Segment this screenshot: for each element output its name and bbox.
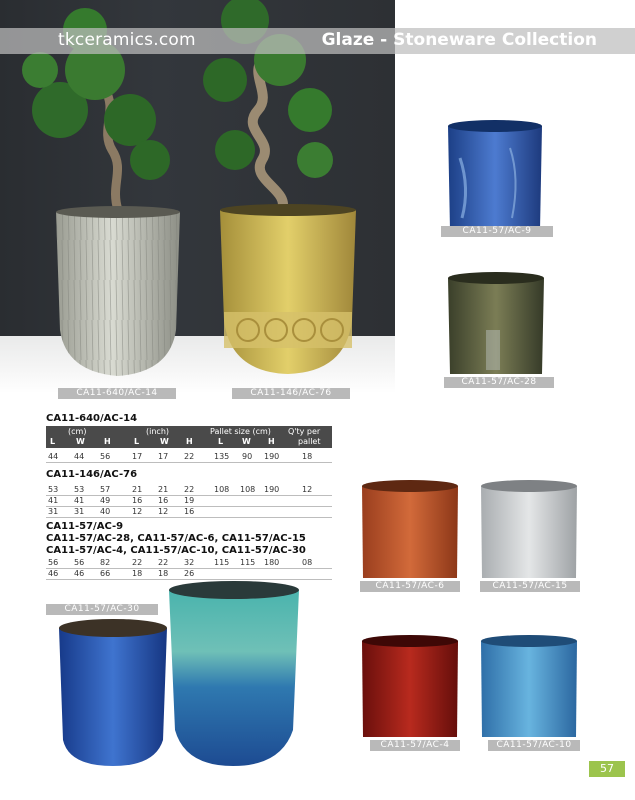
caption-ac4: CA11-57/AC-4 — [370, 740, 460, 751]
table-cell: 26 — [184, 569, 195, 578]
table-cell: 16 — [132, 496, 143, 505]
table-cell: 66 — [100, 569, 111, 578]
caption-ac10: CA11-57/AC-10 — [488, 740, 580, 751]
photo-ac4 — [360, 633, 460, 737]
table-cell: 56 — [74, 558, 85, 567]
table-cell: 57 — [100, 485, 111, 494]
table-row — [46, 496, 332, 507]
table-cell: 21 — [132, 485, 143, 494]
col-l-pallet: L — [218, 437, 224, 446]
photo-ac30-pair — [55, 580, 305, 770]
table-cell: 12 — [302, 485, 313, 494]
table-row — [46, 507, 332, 518]
table-cell: 41 — [74, 496, 85, 505]
table-cell: 180 — [264, 558, 280, 567]
table-cell: 56 — [100, 452, 111, 461]
table-cell: 135 — [214, 452, 230, 461]
col-l-cm: L — [50, 437, 56, 446]
col-qty: pallet — [298, 437, 321, 446]
table-cell: 90 — [242, 452, 253, 461]
collection-title: Glaze - Stoneware Collection — [321, 30, 597, 50]
caption-ac76: CA11-146/AC-76 — [232, 388, 350, 399]
product-title-ac9-group: CA11-57/AC-9 — [46, 521, 124, 532]
table-cell: 16 — [184, 507, 195, 516]
caption-ac28: CA11-57/AC-28 — [444, 377, 554, 388]
col-w-inch: W — [160, 437, 169, 446]
table-cell: 44 — [74, 452, 85, 461]
col-h-pallet: H — [268, 437, 275, 446]
page-number: 57 — [589, 761, 625, 777]
pot-ac76 — [220, 204, 356, 374]
table-cell: 46 — [48, 569, 59, 578]
table-cell: 53 — [48, 485, 59, 494]
product-title-ac4-group: CA11-57/AC-4, CA11-57/AC-10, CA11-57/AC-30 — [46, 545, 306, 556]
table-cell: 22 — [184, 485, 195, 494]
table-cell: 17 — [132, 452, 143, 461]
photo-ac10 — [479, 633, 579, 737]
caption-ac6: CA11-57/AC-6 — [360, 581, 460, 592]
group-cm: (cm) — [68, 427, 87, 436]
group-pallet: Pallet size (cm) — [210, 427, 271, 436]
table-cell: 21 — [158, 485, 169, 494]
table-row — [46, 452, 332, 463]
table-cell: 19 — [184, 496, 195, 505]
table-cell: 32 — [184, 558, 195, 567]
product-title-ac14: CA11-640/AC-14 — [46, 413, 138, 424]
photo-ac9 — [440, 118, 550, 230]
table-cell: 115 — [240, 558, 256, 567]
table-cell: 22 — [132, 558, 143, 567]
col-h-inch: H — [186, 437, 193, 446]
group-inch: (inch) — [146, 427, 170, 436]
table-row — [46, 569, 332, 580]
table-cell: 108 — [214, 485, 230, 494]
table-cell: 22 — [184, 452, 195, 461]
table-cell: 12 — [158, 507, 169, 516]
col-w-cm: W — [76, 437, 85, 446]
table-cell: 49 — [100, 496, 111, 505]
table-cell: 31 — [48, 507, 59, 516]
table-row — [46, 558, 332, 569]
pot-ac14 — [56, 206, 180, 376]
table-cell: 44 — [48, 452, 59, 461]
col-l-inch: L — [134, 437, 140, 446]
photo-ac15 — [479, 478, 579, 578]
table-cell: 46 — [74, 569, 85, 578]
table-cell: 16 — [158, 496, 169, 505]
table-cell: 12 — [132, 507, 143, 516]
table-cell: 115 — [214, 558, 230, 567]
product-title-ac76: CA11-146/AC-76 — [46, 469, 138, 480]
table-cell: 18 — [302, 452, 313, 461]
table-cell: 08 — [302, 558, 313, 567]
spec-table-header — [46, 426, 332, 448]
caption-ac15: CA11-57/AC-15 — [480, 581, 580, 592]
site-name[interactable]: tkceramics.com — [58, 30, 196, 50]
hero-photo — [0, 0, 395, 393]
table-cell: 190 — [264, 452, 280, 461]
photo-ac6 — [360, 478, 460, 578]
table-cell: 82 — [100, 558, 111, 567]
table-cell: 18 — [132, 569, 143, 578]
table-cell: 40 — [100, 507, 111, 516]
table-cell: 17 — [158, 452, 169, 461]
product-title-ac28-group: CA11-57/AC-28, CA11-57/AC-6, CA11-57/AC-15 — [46, 533, 306, 544]
caption-ac30: CA11-57/AC-30 — [46, 604, 158, 615]
col-h-cm: H — [104, 437, 111, 446]
group-qty: Q'ty per — [288, 427, 321, 436]
table-cell: 108 — [240, 485, 256, 494]
col-w-pallet: W — [242, 437, 251, 446]
table-cell: 190 — [264, 485, 280, 494]
table-cell: 53 — [74, 485, 85, 494]
caption-ac14: CA11-640/AC-14 — [58, 388, 176, 399]
table-cell: 56 — [48, 558, 59, 567]
table-cell: 31 — [74, 507, 85, 516]
table-cell: 41 — [48, 496, 59, 505]
table-cell: 22 — [158, 558, 169, 567]
table-cell: 18 — [158, 569, 169, 578]
caption-ac9: CA11-57/AC-9 — [441, 226, 553, 237]
table-row — [46, 485, 332, 496]
photo-ac28 — [444, 270, 548, 374]
